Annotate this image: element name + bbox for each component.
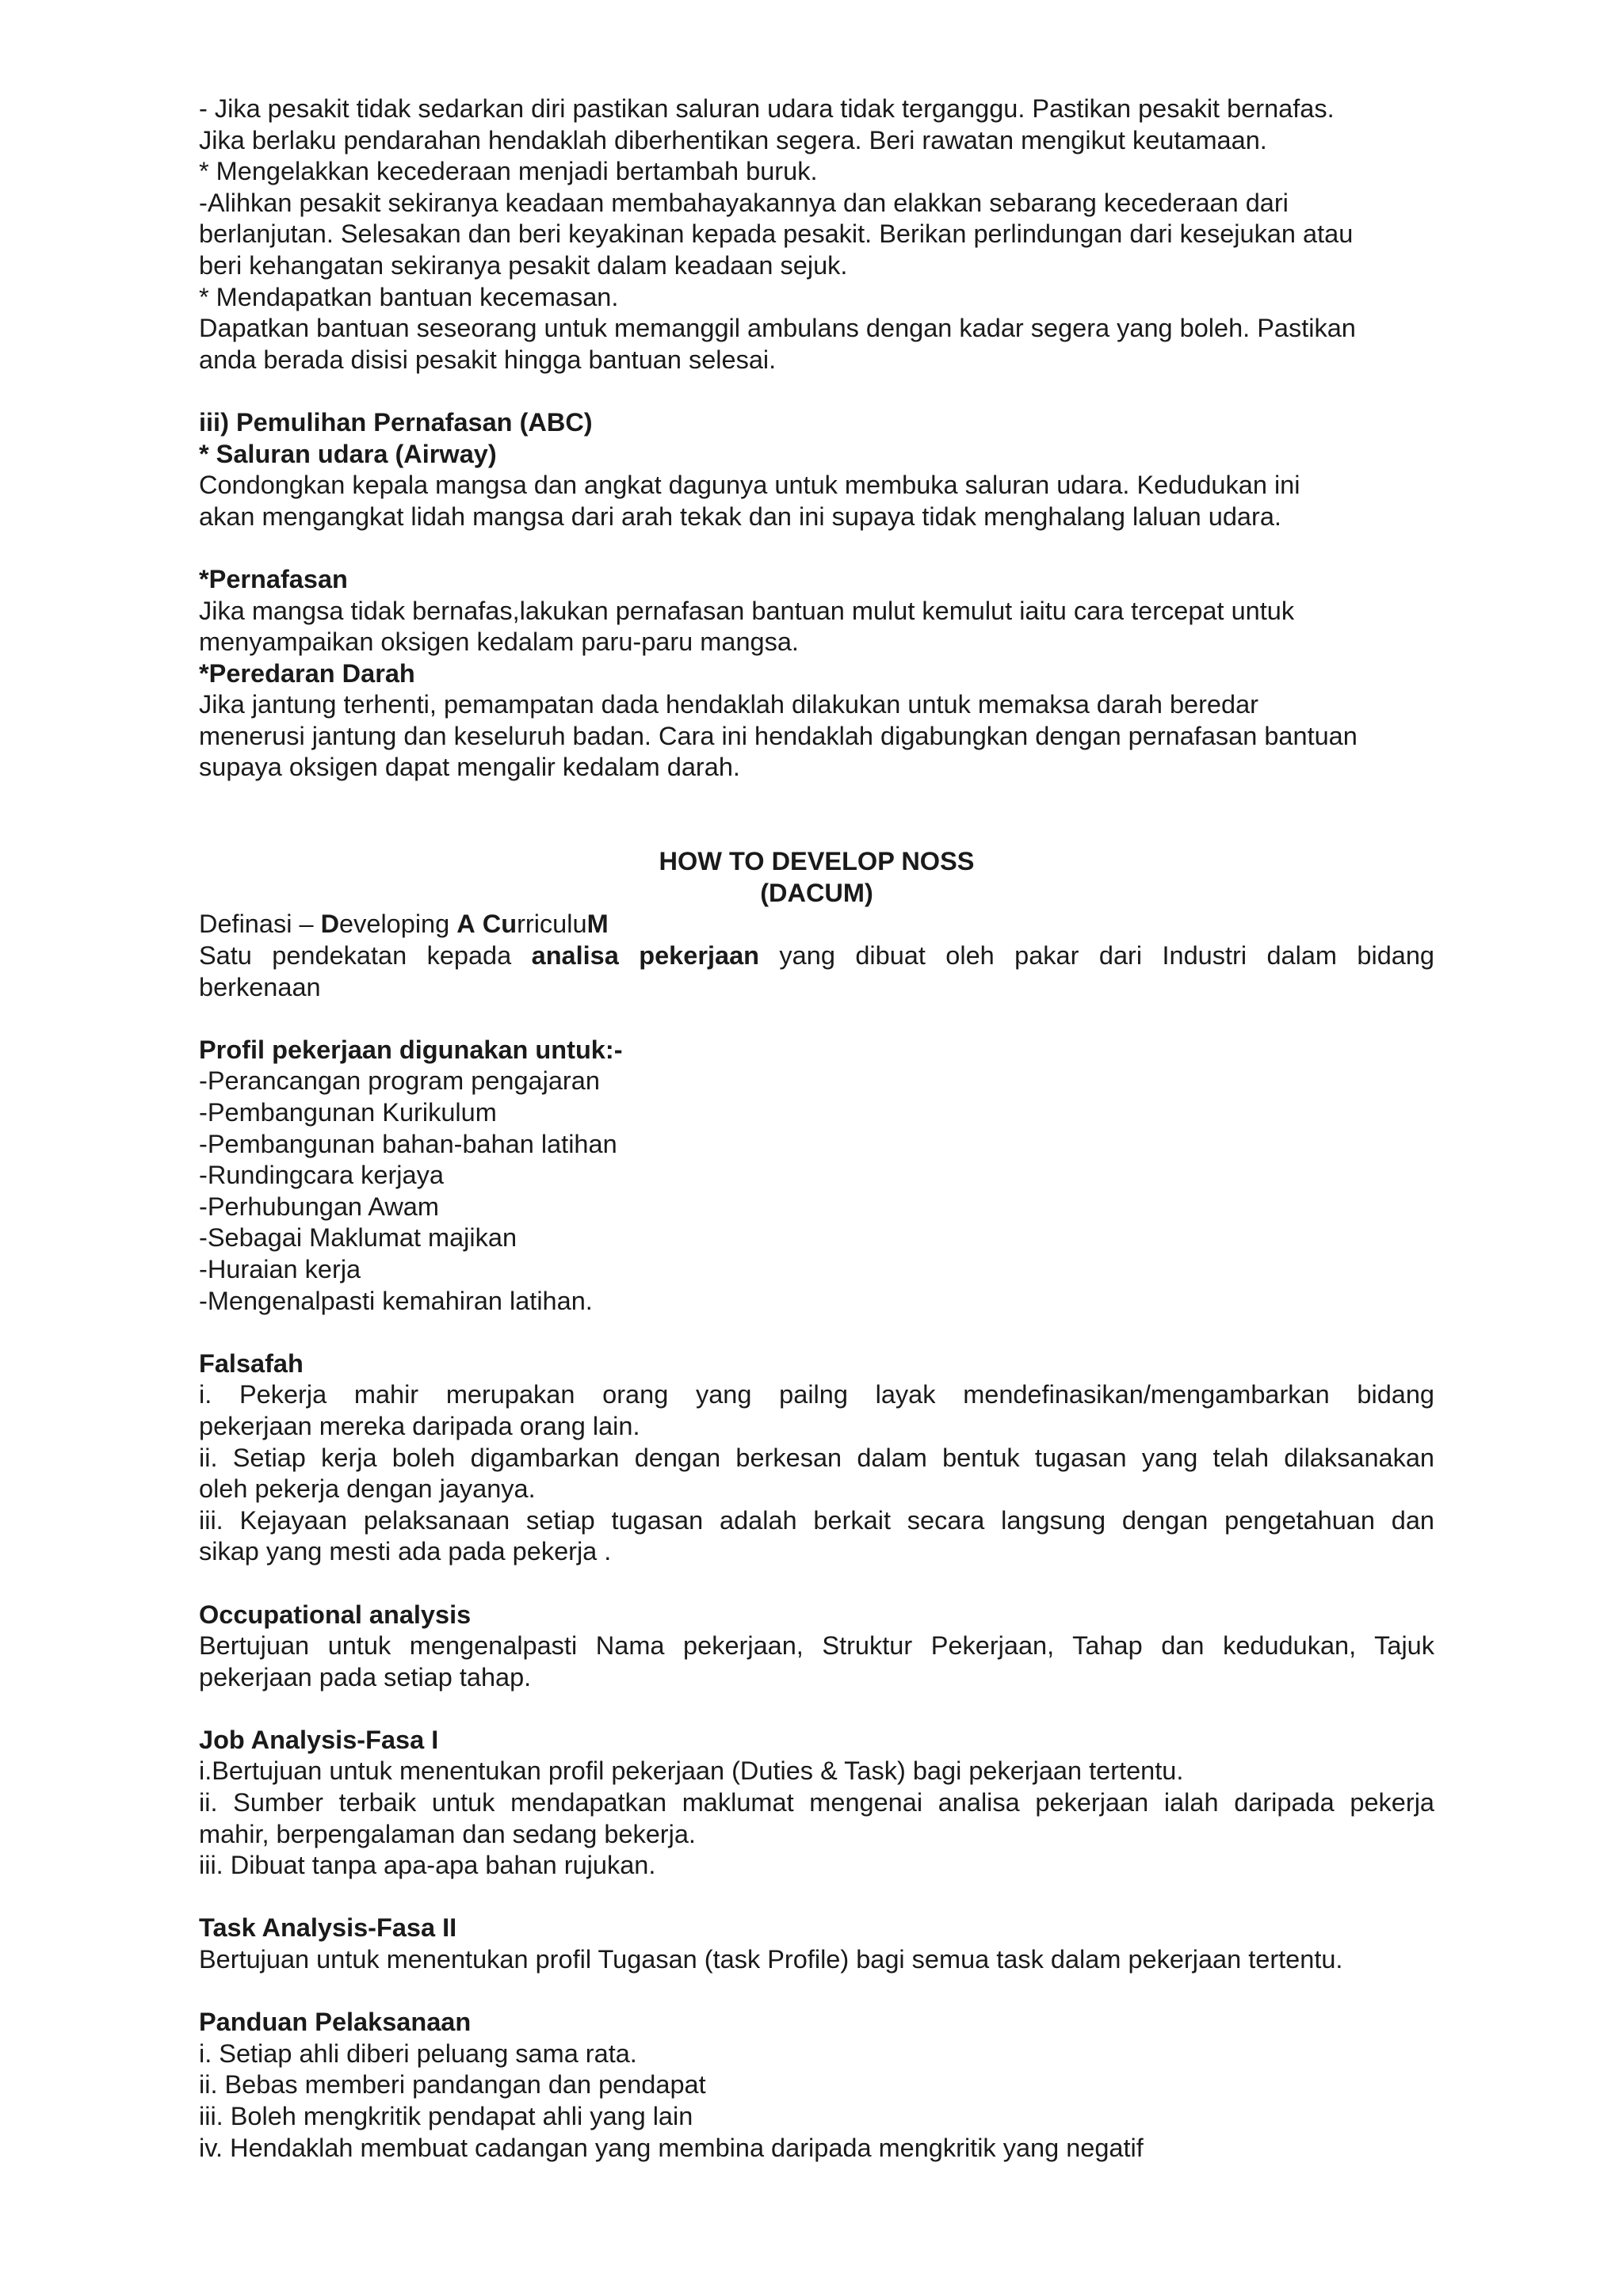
paragraph-line: Condongkan kepala mangsa dan angkat dagunya untuk membuka saluran udara. Kedudukan ini — [199, 471, 1300, 500]
paragraph-line: Jika mangsa tidak bernafas,lakukan pernafasan bantuan mulut kemulut iaitu cara tercepat untuk — [199, 596, 1295, 625]
task-analysis-section — [199, 1913, 1434, 1975]
paragraph-line: anda berada disisi pesakit hingga bantuan selesai. — [199, 345, 777, 374]
list-item: -Pembangunan bahan-bahan latihan — [199, 1129, 617, 1158]
noss-subtitle: (DACUM) — [760, 878, 873, 907]
paragraph-line: beri kehangatan sekiranya pesakit dalam keadaan sejuk. — [199, 250, 848, 280]
abc-section — [199, 407, 1434, 784]
profil-section — [199, 1035, 1434, 1317]
definition-line: Definasi – Developing A CurriculuM — [199, 910, 609, 939]
job-analysis-heading: Job Analysis-Fasa I — [199, 1725, 439, 1754]
list-item: -Huraian kerja — [199, 1254, 361, 1283]
paragraph-line: Bertujuan untuk mengenalpasti Nama pekerjaan, Struktur Pekerjaan, Tahap dan kedudukan, Tajuk — [199, 1631, 1434, 1661]
paragraph-line: berlanjutan. Selesakan dan beri keyakinan kepada pesakit. Berikan perlindungan dari kesejukan atau — [199, 219, 1354, 249]
paragraph-line: pekerjaan mereka daripada orang lain. — [199, 1411, 640, 1440]
paragraph-line: ii. Setiap kerja boleh digambarkan dengan berkesan dalam bentuk tugasan yang telah dilaksanakan — [199, 1443, 1434, 1472]
paragraph-line: akan mengangkat lidah mangsa dari arah tekak dan ini supaya tidak menghalang laluan udara. — [199, 502, 1281, 531]
list-item: -Rundingcara kerjaya — [199, 1161, 444, 1190]
paragraph-line: - Jika pesakit tidak sedarkan diri pastikan saluran udara tidak terganggu. Pastikan pesakit bernafas. — [199, 94, 1335, 123]
paragraph-line: * Mengelakkan kecederaan menjadi bertambah buruk. — [199, 157, 818, 186]
job-analysis-section — [199, 1725, 1434, 1882]
profil-heading: Profil pekerjaan digunakan untuk:- — [199, 1035, 623, 1064]
paragraph-line: oleh pekerja dengan jayanya. — [199, 1474, 536, 1504]
falsafah-section — [199, 1348, 1434, 1568]
paragraph-line: Jika jantung terhenti, pemampatan dada hendaklah dilakukan untuk memaksa darah beredar — [199, 690, 1258, 719]
paragraph-line: sikap yang mesti ada pada pekerja . — [199, 1537, 612, 1566]
paragraph-line: mahir, berpengalaman dan sedang bekerja. — [199, 1819, 696, 1848]
list-item: iii. Boleh mengkritik pendapat ahli yang lain — [199, 2102, 693, 2130]
paragraph-line: iii. Kejayaan pelaksanaan setiap tugasan adalah berkait secara langsung dengan pengetahuan dan — [199, 1505, 1434, 1535]
paragraph-line: menerusi jantung dan keseluruh badan. Cara ini hendaklah digabungkan dengan pernafasan bantuan — [199, 721, 1358, 750]
paragraph-line: menyampaikan oksigen kedalam paru-paru mangsa. — [199, 627, 799, 657]
first-aid-section — [199, 93, 1434, 376]
occupational-section — [199, 1600, 1434, 1694]
list-item: ii. Bebas memberi pandangan dan pendapat — [199, 2070, 706, 2100]
paragraph-line: ii. Sumber terbaik untuk mendapatkan maklumat mengenai analisa pekerjaan ialah daripada pekerja — [199, 1788, 1434, 1817]
intro-line: Satu pendekatan kepada analisa pekerjaan yang dibuat oleh pakar dari Industri dalam bidang — [199, 941, 1435, 971]
noss-section — [199, 846, 1434, 1003]
paragraph-line: * Mendapatkan bantuan kecemasan. — [199, 282, 619, 311]
list-item: i. Setiap ahli diberi peluang sama rata. — [199, 2039, 637, 2068]
paragraph-line: Jika berlaku pendarahan hendaklah diberhentikan segera. Beri rawatan mengikut keutamaan. — [199, 125, 1267, 154]
paragraph-line: -Alihkan pesakit sekiranya keadaan membahayakannya dan elakkan sebarang kecederaan dari — [199, 188, 1289, 217]
paragraph-line: i. Pekerja mahir merupakan orang yang pailng layak mendefinasikan/mengambarkan bidang — [199, 1380, 1434, 1409]
list-item: -Perancangan program pengajaran — [199, 1066, 600, 1096]
paragraph-line: berkenaan — [199, 972, 321, 1001]
list-item: -Sebagai Maklumat majikan — [199, 1223, 517, 1253]
paragraph-line: iii. Dibuat tanpa apa-apa bahan rujukan. — [199, 1851, 656, 1880]
paragraph-line: Dapatkan bantuan seseorang untuk memanggil ambulans dengan kadar segera yang boleh. Pastikan — [199, 314, 1356, 343]
list-item: -Perhubungan Awam — [199, 1192, 439, 1221]
task-analysis-heading: Task Analysis-Fasa II — [199, 1913, 457, 1943]
list-item: -Mengenalpasti kemahiran latihan. — [199, 1286, 593, 1315]
paragraph-line: i.Bertujuan untuk menentukan profil pekerjaan (Duties & Task) bagi pekerjaan tertentu. — [199, 1756, 1184, 1786]
list-item: iv. Hendaklah membuat cadangan yang membina daripada mengkritik yang negatif — [199, 2133, 1144, 2162]
panduan-heading: Panduan Pelaksanaan — [199, 2008, 472, 2037]
circulation-heading: *Peredaran Darah — [199, 658, 415, 688]
panduan-section — [199, 2007, 1434, 2164]
falsafah-heading: Falsafah — [199, 1348, 304, 1378]
occupational-heading: Occupational analysis — [199, 1600, 472, 1629]
paragraph-line: supaya oksigen dapat mengalir kedalam darah. — [199, 753, 740, 782]
breathing-heading: *Pernafasan — [199, 564, 348, 593]
airway-heading: * Saluran udara (Airway) — [199, 439, 497, 468]
abc-heading: iii) Pemulihan Pernafasan (ABC) — [199, 407, 593, 437]
noss-title: HOW TO DEVELOP NOSS — [659, 847, 975, 876]
paragraph-line: pekerjaan pada setiap tahap. — [199, 1662, 532, 1691]
list-item: -Pembangunan Kurikulum — [199, 1098, 497, 1127]
paragraph-line: Bertujuan untuk menentukan profil Tugasan (task Profile) bagi semua task dalam pekerjaan tertentu. — [199, 1945, 1343, 1974]
